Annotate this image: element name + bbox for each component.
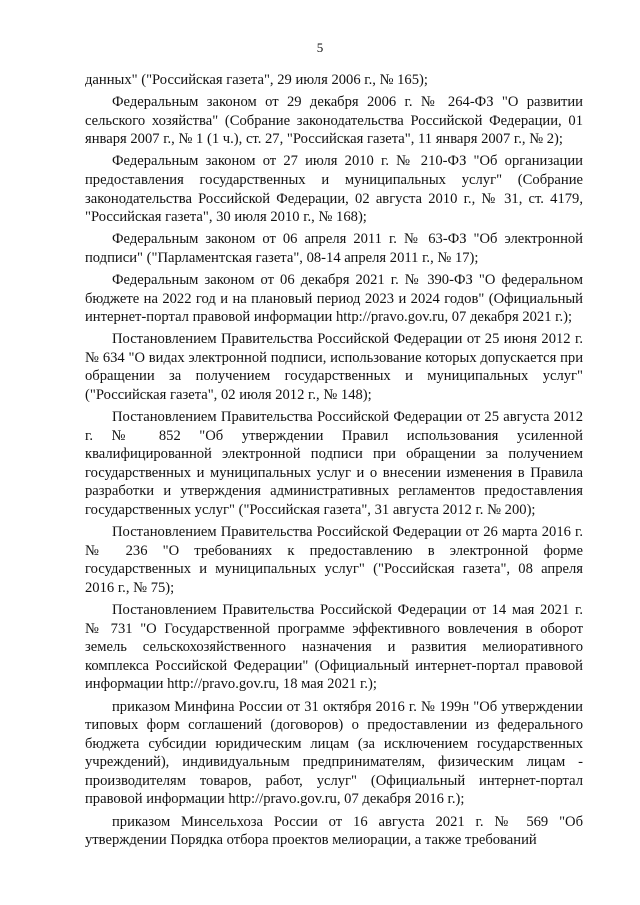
paragraph-order-199n: приказом Минфина России от 31 октября 2016 г. № 199н "Об утверждении типовых форм соглашений (договоров) о предоставлении из федерального бюджета субсидии юридическим лицам (за исключением государственных учреждений), индивидуальным предпринимателям, физическим лицам - производителям товаров, работ, услуг" (Официальный интернет-портал правовой информации http://pravo.gov.ru, 07 декабря 2016 г.); xyxy=(85,698,583,808)
paragraph-law-264-fz: Федеральным законом от 29 декабря 2006 г. № 264-ФЗ "О развитии сельского хозяйства" (Собрание законодательства Российской Федерации, 01 января 2007 г., № 1 (1 ч.), ст. 27, "Российская газета", 11 января 2007 г., № 2); xyxy=(85,94,583,148)
paragraph-law-390-fz: Федеральным законом от 06 декабря 2021 г. № 390-ФЗ "О федеральном бюджете на 2022 год и на плановый период 2023 и 2024 годов" (Официальный интернет-портал правовой информации http://pravo.gov.ru, 07 декабря 2021 г.); xyxy=(85,271,583,326)
paragraph-decree-731: Постановлением Правительства Российской Федерации от 14 мая 2021 г. № 731 "О Государственной программе эффективного вовлечения в оборот земель сельскохозяйственного назначения и развития мелиоративного комплекса Российской Федерации" (Официальный интернет-портал правовой информации http://pravo.gov.ru, 18 мая 2021 г.); xyxy=(85,602,583,693)
paragraph-law-63-fz: Федеральным законом от 06 апреля 2011 г. № 63-ФЗ "Об электронной подписи" ("Парламентская газета", 08-14 апреля 2011 г., № 17); xyxy=(85,231,583,266)
document-body xyxy=(85,71,583,853)
paragraph-decree-852: Постановлением Правительства Российской Федерации от 25 августа 2012 г. № 852 "Об утверждении Правил использования усиленной квалифицированной электронной подписи при обращении за получением государственных и муниципальных услуг и о внесении изменения в Правила разработки и утверждения административных регламентов предоставления государственных услуг" ("Российская газета", 31 августа 2012 г. № 200); xyxy=(85,409,583,519)
paragraph-decree-634: Постановлением Правительства Российской Федерации от 25 июня 2012 г. № 634 "О видах электронной подписи, использование которых допускается при обращении за получением государственных и муниципальных услуг" ("Российская газета", 02 июля 2012 г., № 148); xyxy=(85,331,583,403)
page-number: 5 xyxy=(316,40,324,55)
paragraph-order-569: приказом Минсельхоза России от 16 августа 2021 г. № 569 "Об утверждении Порядка отбора проектов мелиорации, а также требований xyxy=(85,813,583,849)
paragraph-continuation: данных" ("Российская газета", 29 июля 2006 г., № 165); xyxy=(85,72,428,88)
paragraph-decree-236: Постановлением Правительства Российской Федерации от 26 марта 2016 г. № 236 "О требованиях к предоставлению в электронной форме государственных и муниципальных услуг" ("Российская газета", 08 апреля 2016 г., № 75); xyxy=(85,524,583,596)
paragraph-law-210-fz: Федеральным законом от 27 июля 2010 г. № 210-ФЗ "Об организации предоставления государственных и муниципальных услуг" (Собрание законодательства Российской Федерации, 02 августа 2010 г., № 31, ст. 4179, "Российская газета", 30 июля 2010 г., № 168); xyxy=(85,153,583,226)
